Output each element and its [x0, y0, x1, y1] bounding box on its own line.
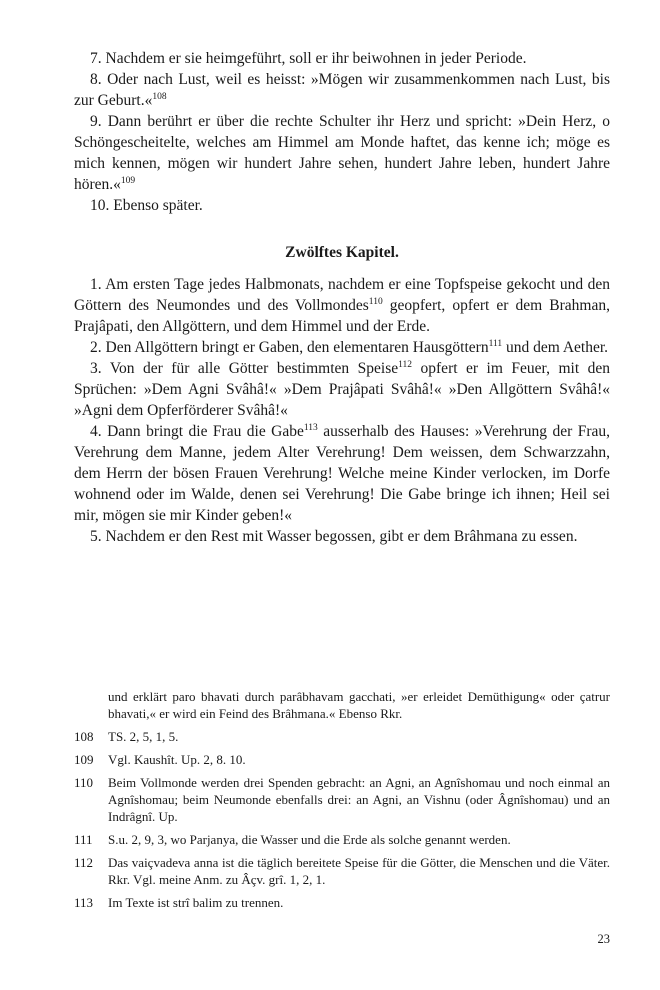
chapter-paragraph-4 — [74, 421, 610, 526]
paragraph-8 — [74, 69, 610, 111]
paragraph-8-text: 8. Oder nach Lust, weil es heisst: »Mögen wir zusammenkommen nach Lust, bis zur Geburt.« — [74, 71, 610, 109]
footnote-text: Im Texte ist strî balim zu trennen. — [108, 895, 284, 910]
chapter-paragraph-5: 5. Nachdem er den Rest mit Wasser begossen, gibt er dem Brâhmana zu essen. — [90, 528, 578, 545]
footnote-number: 109 — [74, 752, 94, 767]
footnote-111 — [74, 831, 610, 848]
chapter-paragraph-4-text-b: ausserhalb des Hauses: »Verehrung der Frau, Verehrung dem Manne, jedem Alter Verehrung! Dem weissen, dem Schwarzzahn, dem Herrn der bösen Frauen Verehrung! Welche meine Kinder verlocken, im Dorfe wohnend oder im Walde, denen sei Verehrung! Die Gabe bringe ich ihnen; Heil sei mir, mögen sie mir Kinder geben!« — [74, 423, 610, 524]
footnote-continuation — [74, 688, 610, 722]
paragraph-7: 7. Nachdem er sie heimgeführt, soll er ihr beiwohnen in jeder Periode. — [90, 50, 527, 67]
footnote-ref-112: 112 — [398, 360, 413, 370]
footnote-109 — [74, 751, 610, 768]
page-number: 23 — [597, 932, 610, 946]
chapter-paragraph-2 — [74, 337, 610, 358]
chapter-paragraph-1-text-a: 1. Am ersten Tage jedes Halbmonats, nachdem er eine Topfspeise gekocht und den Göttern des Neumondes und des Vollmondes — [74, 276, 610, 314]
footnote-ref-110: 110 — [368, 297, 383, 307]
footnote-113 — [74, 894, 610, 911]
footnote-112 — [74, 854, 610, 888]
chapter-paragraph-3 — [74, 358, 610, 421]
footnote-text: TS. 2, 5, 1, 5. — [108, 729, 179, 744]
footnote-108 — [74, 728, 610, 745]
footnote-number: 111 — [74, 832, 93, 847]
chapter-paragraph-3-text-a: 3. Von der für alle Götter bestimmten Speise — [90, 360, 399, 377]
footnote-text: Das vaiçvadeva anna ist die täglich bereitete Speise für die Götter, die Menschen und die Väter. Rkr. Vgl. meine Anm. zu Âçv. grî. 1, 2, 1. — [108, 855, 610, 887]
footnote-number: 108 — [74, 729, 94, 744]
chapter-paragraph-2-text-a: 2. Den Allgöttern bringt er Gaben, den elementaren Hausgöttern — [90, 339, 489, 356]
footnote-ref-108: 108 — [152, 92, 167, 102]
footnote-text: Beim Vollmonde werden drei Spenden gebracht: an Agni, an Agnîshomau und noch einmal an Agnîshomau; beim Neumonde ebenfalls drei: an Agni, an Vishnu (oder Âgnîshomau) und an Indrâgnî. Up. — [108, 775, 610, 824]
footnote-continuation-text: und erklärt paro bhavati durch parâbhavam gacchati, »er erleidet Demüthigung« oder çatrur bhavati,« er wird ein Feind des Brâhmana.« Ebenso Rkr. — [108, 689, 610, 721]
footnote-ref-113: 113 — [303, 423, 318, 433]
chapter-title: Zwölftes Kapitel. — [285, 244, 399, 261]
paragraph-9-text: 9. Dann berührt er über die rechte Schulter ihr Herz und spricht: »Dein Herz, o Schöngescheitelte, welches am Himmel am Monde haftet, das kenne ich; möge es mich kennen, mögen wir hundert Jahre sehen, hundert Jahre leben, hundert Jahre hören.« — [74, 113, 610, 193]
chapter-paragraph-1 — [74, 274, 610, 337]
chapter-paragraph-4-text-a: 4. Dann bringt die Frau die Gabe — [90, 423, 304, 440]
paragraph-9 — [74, 111, 610, 195]
chapter-paragraph-3-text-b: opfert er im Feuer, mit den Sprüchen: »Dem Agni Svâhâ!« »Dem Prajâpati Svâhâ!« »Den Allgöttern Svâhâ!« »Agni dem Opferförderer Svâhâ!« — [74, 360, 610, 419]
footnote-number: 110 — [74, 775, 94, 790]
footnote-number: 113 — [74, 895, 94, 910]
chapter-paragraph-2-text-b: und dem Aether. — [502, 339, 609, 356]
footnote-number: 112 — [74, 855, 94, 870]
footnotes — [74, 688, 610, 917]
chapter-paragraph-1-text-b: geopfert, opfert er dem Brahman, Prajâpati, den Allgöttern, und dem Himmel und der Erde. — [74, 297, 610, 335]
main-text — [74, 48, 610, 547]
footnote-110 — [74, 774, 610, 825]
footnote-text: Vgl. Kaushît. Up. 2, 8. 10. — [108, 752, 246, 767]
footnote-ref-111: 111 — [488, 339, 503, 349]
footnote-text: S.u. 2, 9, 3, wo Parjanya, die Wasser und die Erde als solche genannt werden. — [108, 832, 511, 847]
footnote-ref-109: 109 — [120, 176, 136, 186]
paragraph-10: 10. Ebenso später. — [90, 197, 203, 214]
